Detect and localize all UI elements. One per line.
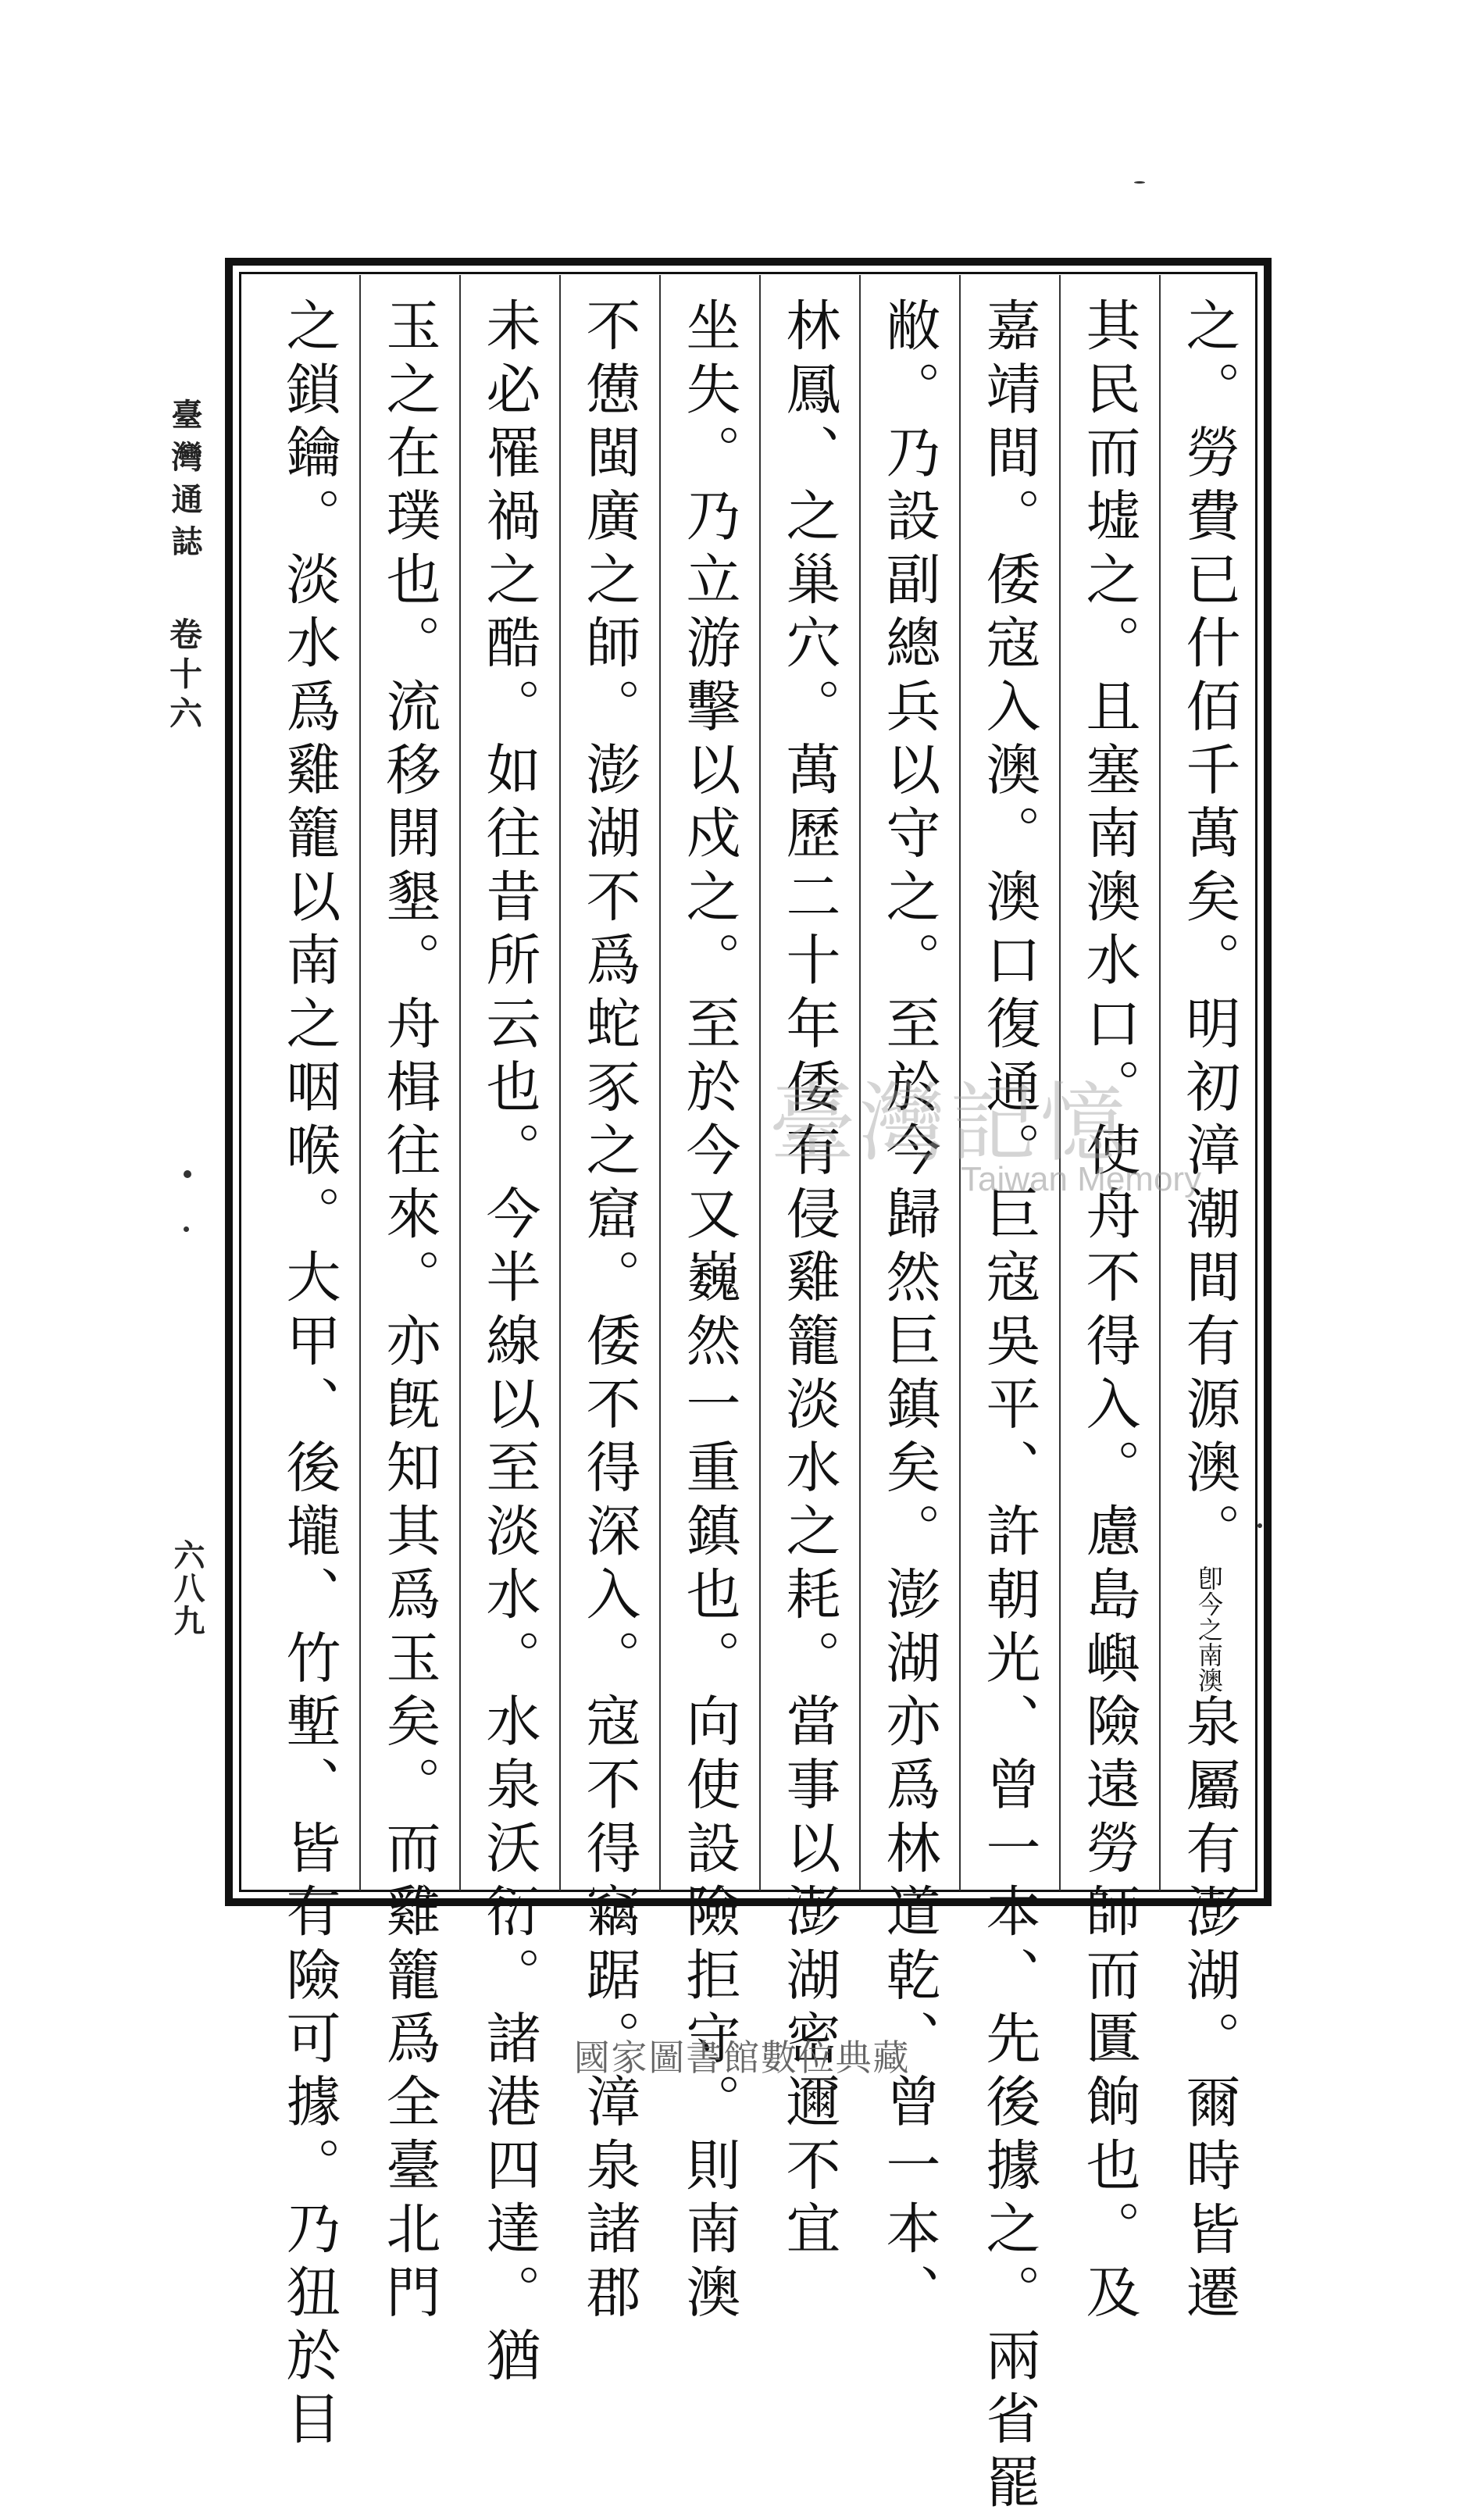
watermark-brand: 臺灣記憶 bbox=[769, 1073, 1130, 1173]
spine-volume: 卷十六 bbox=[165, 617, 203, 736]
page-number: 六八九 bbox=[169, 1539, 205, 1637]
scan-speck bbox=[1257, 1523, 1262, 1528]
column-rule bbox=[459, 275, 461, 1890]
column-text: 泉屬有澎湖。爾時皆遷 bbox=[1177, 1693, 1241, 2328]
spine-title: 臺灣通誌 bbox=[166, 398, 203, 567]
column-text: 坐失。乃立游擊以戍之。至於今又巍然一重鎮也。向使設險拒守。則南澳 bbox=[677, 297, 741, 2327]
column-text: 其民而墟之。且塞南澳水口。使舟不得入。慮島嶼險遠勞師而匱餉也。及 bbox=[1077, 297, 1141, 2327]
column-rule bbox=[359, 275, 361, 1890]
annotation-note: 卽今之南澳 bbox=[1194, 1566, 1224, 1694]
column-rule bbox=[759, 275, 761, 1890]
column-text: 林鳳、之巢穴。萬歷二十年倭有侵雞籠淡水之耗。當事以澎湖密邇不宜 bbox=[777, 297, 841, 2264]
column-text: 未必罹禍之酷。如往昔所云也。今半線以至淡水。水泉沃衍。諸港四達。猶 bbox=[477, 297, 541, 2390]
column-text: 之鎖鑰。淡水爲雞籠以南之咽喉。大甲、後壠、竹塹、皆有險可據。乃狃於目 bbox=[277, 297, 341, 2454]
column-rule bbox=[659, 275, 661, 1890]
scan-speck bbox=[184, 1226, 189, 1232]
column-text: 嘉靖間。倭寇入澳。澳口復通。巨寇吳平、許朝光、曾一本、先後據之。兩省罷 bbox=[977, 297, 1041, 2517]
text-column-8 bbox=[462, 297, 556, 2390]
scan-speck bbox=[184, 1170, 191, 1178]
column-text: 敝。乃設副總兵以守之。至於今歸然巨鎮矣。澎湖亦爲林道乾、曾一本、 bbox=[877, 297, 941, 2327]
column-text: 之。勞費已什佰千萬矣。明初漳潮間有源澳。 bbox=[1177, 297, 1241, 1566]
text-column-1 bbox=[1162, 297, 1256, 2328]
text-column-9 bbox=[362, 297, 456, 2327]
column-text: 不憊閩廣之師。澎湖不爲蛇豕之窟。倭不得深入。寇不得竊踞。漳泉諸郡 bbox=[577, 297, 641, 2327]
column-rule bbox=[559, 275, 561, 1890]
text-column-7 bbox=[562, 297, 656, 2327]
text-column-6 bbox=[662, 297, 756, 2327]
footer-credit: 國家圖書館數位典藏 bbox=[573, 2037, 911, 2079]
watermark-brand-en: Taiwan Memory bbox=[961, 1160, 1202, 1198]
scan-speck bbox=[1134, 181, 1145, 184]
text-column-10 bbox=[262, 297, 356, 2454]
column-text: 玉之在璞也。流移開墾。舟楫往來。亦旣知其爲玉矣。而雞籠爲全臺北門 bbox=[377, 297, 441, 2327]
